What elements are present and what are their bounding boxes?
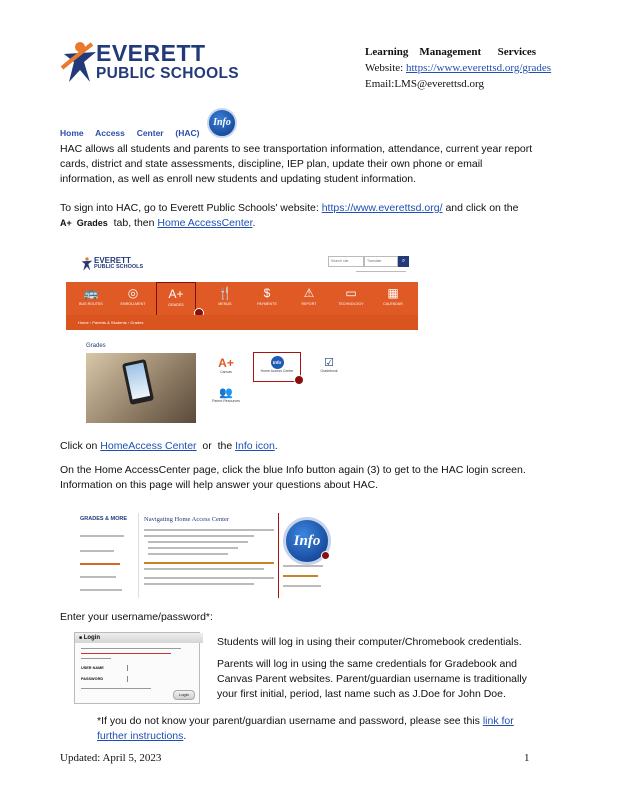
hac-sidebar-title: GRADES & MORE xyxy=(80,516,128,522)
district-website-link[interactable]: https://www.everettsd.org/ xyxy=(321,202,443,214)
info-badge-icon xyxy=(207,108,237,138)
footnote xyxy=(97,714,547,744)
info-badge-text: Info xyxy=(213,117,231,128)
signin-text1: To sign into HAC, go to Everett Public Schools' website: xyxy=(60,202,322,214)
phone-icon xyxy=(122,359,154,405)
info-paragraph: On the Home AccessCenter page, click the blue Info button again (3) to get to the HAC login screen. Information on this page will help answer your questions about HAC. xyxy=(60,464,526,491)
website-line xyxy=(365,62,551,74)
nav-calendar[interactable]: ▦ CALENDAR xyxy=(374,282,412,315)
website-link[interactable]: https://www.everettsd.org/grades xyxy=(405,62,552,74)
further-instructions-link[interactable]: link for further instructions xyxy=(97,715,514,742)
signin-text4: . xyxy=(252,217,256,229)
login-title: ■ Login xyxy=(75,633,203,643)
email-line: Email:LMS@everettsd.org xyxy=(365,78,484,90)
canvas-icon: A+ xyxy=(218,356,234,370)
mini-photo xyxy=(86,353,196,423)
mini-info-icon: Info xyxy=(271,356,284,369)
nav-grades[interactable]: A+ GRADES xyxy=(156,282,196,317)
info-icon-link[interactable]: Info icon xyxy=(235,440,275,452)
footnote-end: . xyxy=(183,730,187,742)
district-logo xyxy=(60,38,245,88)
nav-payments[interactable]: $ PAYMENTS xyxy=(248,282,286,315)
step-marker-3 xyxy=(321,551,330,560)
grades-tab-text: A+ Grades xyxy=(60,218,108,228)
warning-icon: ⚠ xyxy=(303,286,315,300)
login-button[interactable]: Login xyxy=(173,690,195,700)
mini-breadcrumb: Home › Parents & Students › Grades xyxy=(78,320,144,325)
hac-info-button-text: Info xyxy=(293,533,321,549)
department-name: Learning Management Services xyxy=(365,46,537,58)
signin-text2: and click on the xyxy=(442,202,519,214)
updated-date: Updated: April 5, 2023 xyxy=(60,752,162,764)
enrollment-icon: ◎ xyxy=(127,286,139,300)
mini-breadcrumb-bar xyxy=(66,315,418,330)
mini-card-canvas[interactable]: A+ Canvas xyxy=(206,356,246,374)
lock-icon: ■ xyxy=(79,635,83,641)
star-person-icon xyxy=(60,38,100,86)
nav-technology[interactable]: ▭ TECHNOLOGY xyxy=(332,282,370,315)
login-user-input[interactable] xyxy=(127,665,188,671)
clipboard-check-icon: ☑ xyxy=(324,357,334,369)
nav-bus-routes[interactable]: 🚌 BUS ROUTES xyxy=(72,282,110,315)
mini-card-parent[interactable]: 👥 Parent Resources xyxy=(206,386,246,403)
mini-card-gradebook[interactable]: ☑ Gradebook xyxy=(309,356,349,373)
mini-nav-bar xyxy=(66,282,418,315)
step-marker-2 xyxy=(294,375,304,385)
mini-search-button[interactable]: ⌕ xyxy=(398,256,409,267)
mini-logo-line2: PUBLIC SCHOOLS xyxy=(94,264,144,270)
enter-credentials-label: Enter your username/password*: xyxy=(60,611,213,623)
grades-icon: A+ xyxy=(168,287,184,301)
footnote-text: *If you do not know your parent/guardian username and password, please see this xyxy=(97,715,483,727)
nav-report[interactable]: ⚠ REPORT xyxy=(290,282,328,315)
nav-enrollment[interactable]: ◎ ENROLLMENT xyxy=(114,282,152,315)
login-screenshot xyxy=(74,632,200,704)
click-text2: or the xyxy=(196,440,236,452)
people-icon: 👥 xyxy=(219,387,233,399)
signin-text3: tab, then xyxy=(107,217,158,229)
nav-menus[interactable]: 🍴 MENUS xyxy=(206,282,244,315)
bus-icon: 🚌 xyxy=(83,286,99,300)
logo-line2: PUBLIC SCHOOLS xyxy=(96,65,239,82)
login-pass-input[interactable] xyxy=(127,676,188,682)
mini-search-input[interactable]: Search site xyxy=(328,256,364,267)
hac-link[interactable]: HomeAccess Center xyxy=(100,440,197,452)
click-instruction xyxy=(60,439,540,454)
mini-section-heading: Grades xyxy=(86,343,106,349)
logo-line1: EVERETT xyxy=(96,40,206,66)
calendar-icon: ▦ xyxy=(387,286,399,300)
hac-screenshot xyxy=(76,513,338,598)
page-number: 1 xyxy=(524,752,530,764)
dollar-icon: $ xyxy=(263,286,271,300)
mini-card-hac[interactable]: Info Home Access Center xyxy=(253,352,301,382)
fork-knife-icon: 🍴 xyxy=(217,286,233,300)
signin-paragraph xyxy=(60,201,540,231)
website-label: Website: xyxy=(365,62,406,74)
click-text3: . xyxy=(274,440,278,452)
login-user-label: USER NAME xyxy=(81,666,104,670)
intro-paragraph: HAC allows all students and parents to see transportation information, attendance, current year report cards, district and state assessments, discipline, IEP plan, update their own phone or email information, as well as enroll new students and updating student information. xyxy=(60,143,533,185)
mini-translate-select[interactable]: Translate xyxy=(364,256,398,267)
mini-logo-line1: EVERETT xyxy=(94,256,131,265)
section-title: Home Access Center (HAC) xyxy=(60,128,200,138)
mini-logo-icon xyxy=(80,256,94,272)
website-screenshot xyxy=(66,248,418,424)
login-pass-label: PASSWORD xyxy=(81,677,104,681)
parents-text: Parents will log in using the same credentials for Gradebook and Canvas Parent websites. Parent/guardian username is traditionally your first initial, period, last name such as J.Doe for John Doe. xyxy=(217,658,527,700)
students-text: Students will log in using their computer/Chromebook credentials. xyxy=(217,636,522,648)
click-text1: Click on xyxy=(60,440,101,452)
hac-main-title: Navigating Home Access Center xyxy=(144,516,230,523)
home-access-center-link[interactable]: Home AccessCenter xyxy=(157,217,253,229)
laptop-icon: ▭ xyxy=(345,286,357,300)
